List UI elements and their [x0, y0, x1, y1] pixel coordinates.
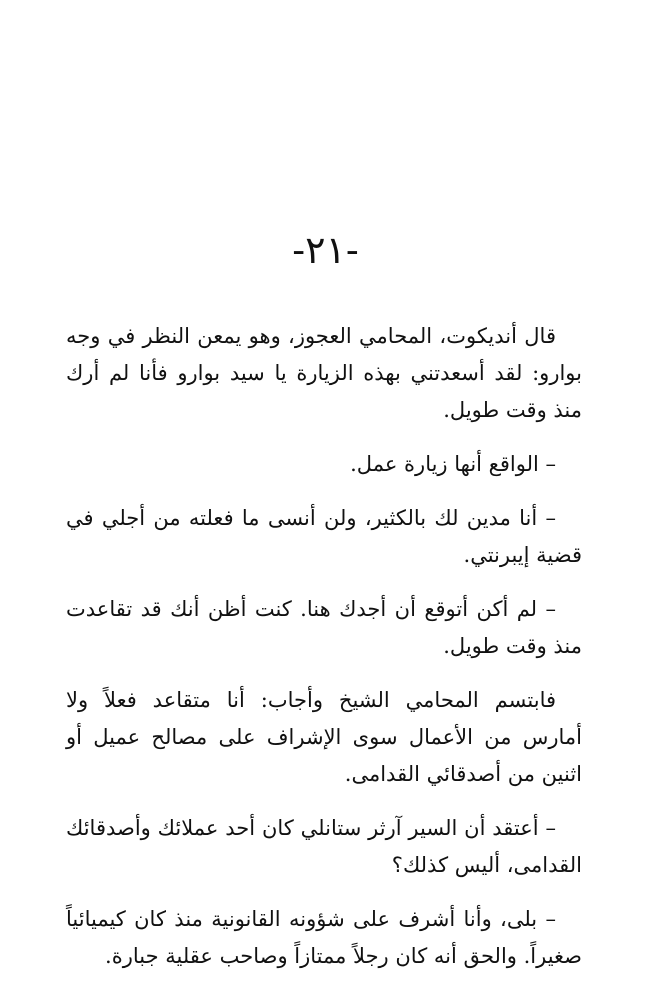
paragraph: – الواقع أنها زيارة عمل. — [350, 452, 556, 476]
paragraph: – لم أكن أتوقع أن أجدك هنا. كنت أظن أنك قد تقاعدت منذ وقت طويل. — [66, 597, 582, 658]
chapter-number: -٢١- — [292, 228, 359, 272]
paragraph: – بلى، وأنا أشرف على شؤونه القانونية منذ كان كيميائياً صغيراً. والحق أنه كان رجلاً ممتازاً وصاحب عقلية جبارة. — [66, 907, 582, 968]
paragraph: قال أنديكوت، المحامي العجوز، وهو يمعن النظر في وجه بوارو: لقد أسعدتني بهذه الزيارة يا سيد بوارو فأنا لم أرك منذ وقت طويل. — [66, 324, 582, 422]
paragraph: – أعتقد أن السير آرثر ستانلي كان أحد عملائك وأصدقائك القدامى، أليس كذلك؟ — [66, 816, 582, 877]
paragraph: فابتسم المحامي الشيخ وأجاب: أنا متقاعد فعلاً ولا أمارس من الأعمال سوى الإشراف على مصالح عميل أو اثنين من أصدقائي القدامى. — [66, 688, 582, 786]
chapter-body — [66, 318, 582, 992]
paragraph: – أنا مدين لك بالكثير، ولن أنسى ما فعلته من أجلي في قضية إيبرنتي. — [66, 506, 582, 567]
